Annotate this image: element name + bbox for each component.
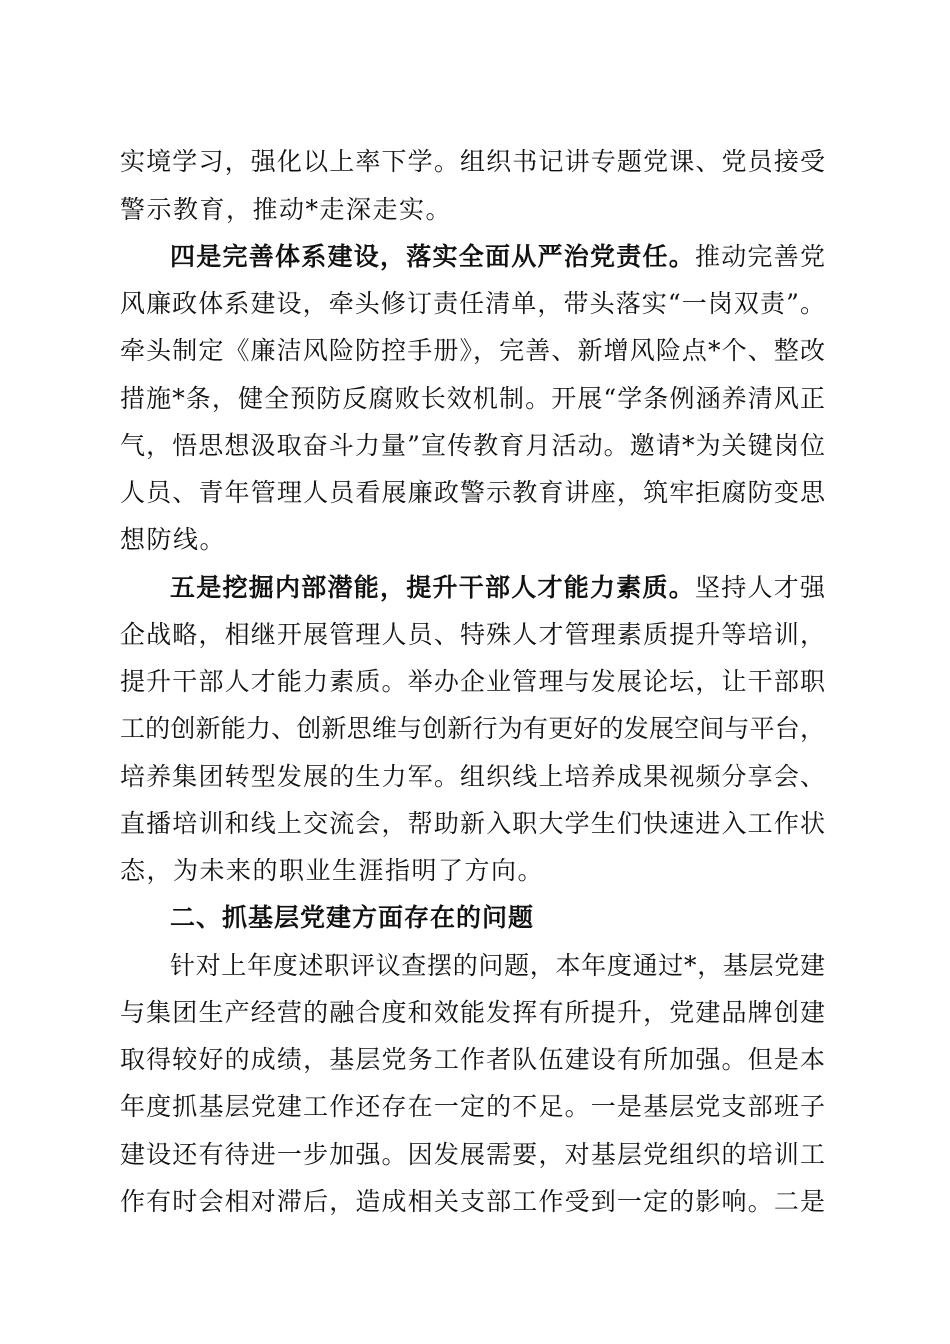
paragraph-lead-line <box>170 239 825 275</box>
text-line: 风廉政体系建设，牵头修订责任清单，带头落实“一岗双责”。 <box>120 289 825 318</box>
paragraph-lead-line <box>170 570 825 606</box>
paragraph-lead-rest: 坚持人才强 <box>694 573 825 602</box>
text-line: 态，为未来的职业生涯指明了方向。 <box>120 856 545 885</box>
text-line: 培养集团转型发展的生力军。组织线上培养成果视频分享会、 <box>120 762 825 791</box>
text-line: 与集团生产经营的融合度和效能发挥有所提升，党建品牌创建 <box>120 998 825 1027</box>
text-line: 想防线。 <box>120 525 227 554</box>
text-line: 取得较好的成绩，基层党务工作者队伍建设有所加强。但是本 <box>120 1045 825 1074</box>
text-line: 实境学习，强化以上率下学。组织书记讲专题党课、党员接受 <box>120 147 825 176</box>
text-line: 作有时会相对滞后，造成相关支部工作受到一定的影响。二是 <box>120 1187 825 1216</box>
section-heading: 二、抓基层党建方面存在的问题 <box>170 903 535 932</box>
text-line: 年度抓基层党建工作还存在一定的不足。一是基层党支部班子 <box>120 1092 825 1121</box>
text-line: 人员、青年管理人员看展廉政警示教育讲座，筑牢拒腐防变思 <box>120 478 825 507</box>
text-line: 工的创新能力、创新思维与创新行为有更好的发展空间与平台， <box>120 714 825 743</box>
text-line: 针对上年度述职评议查摆的问题，本年度通过*，基层党建 <box>170 951 825 980</box>
paragraph-lead-bold: 四是完善体系建设，落实全面从严治党责任。 <box>170 242 695 271</box>
text-line: 提升干部人才能力素质。举办企业管理与发展论坛，让干部职 <box>120 667 825 696</box>
text-line: 措施*条，健全预防反腐败长效机制。开展“学条例涵养清风正 <box>120 384 825 413</box>
text-line: 警示教育，推动*走深走实。 <box>120 195 453 224</box>
paragraph-lead-rest: 推动完善党 <box>694 242 825 271</box>
paragraph-lead-bold: 五是挖掘内部潜能，提升干部人才能力素质。 <box>170 573 695 602</box>
text-line: 建设还有待进一步加强。因发展需要，对基层党组织的培训工 <box>120 1140 825 1169</box>
text-line: 气，悟思想汲取奋斗力量”宣传教育月活动。邀请*为关键岗位 <box>120 431 825 460</box>
text-line: 企战略，相继开展管理人员、特殊人才管理素质提升等培训， <box>120 620 825 649</box>
text-line: 直播培训和线上交流会，帮助新入职大学生们快速进入工作状 <box>120 809 825 838</box>
text-line: 牵头制定《廉洁风险防控手册》，完善、新增风险点*个、整改 <box>120 336 825 365</box>
